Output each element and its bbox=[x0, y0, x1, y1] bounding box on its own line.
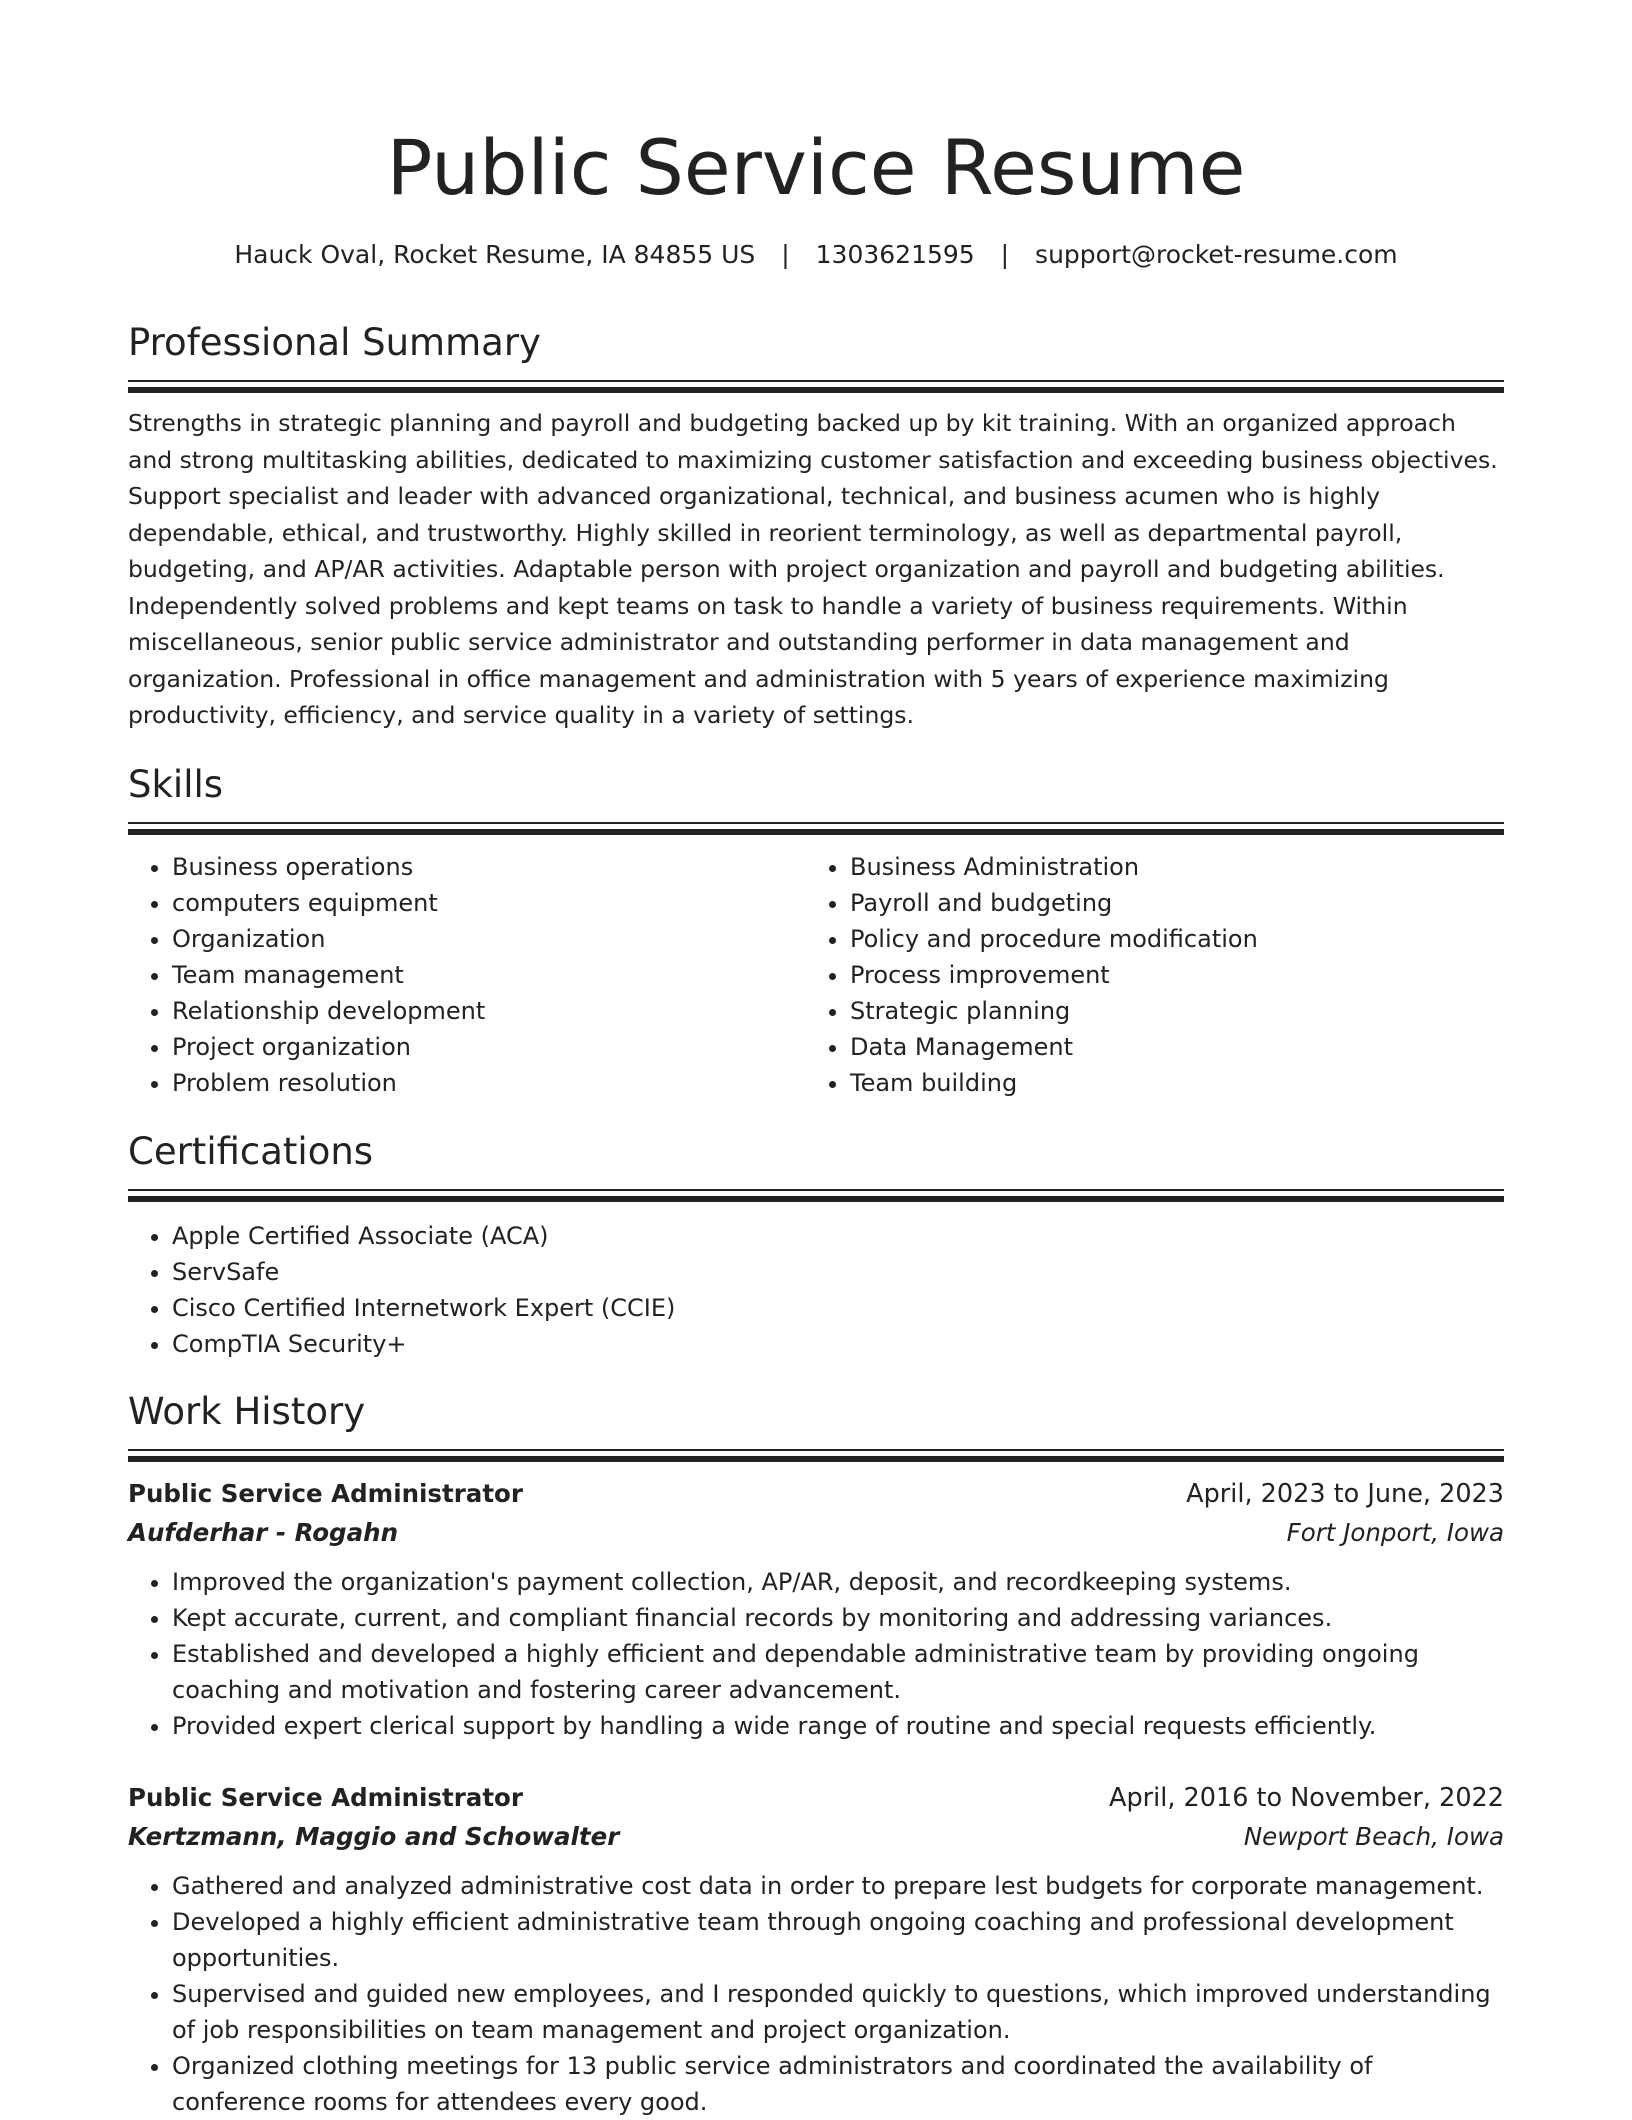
skill-item: • Strategic planning bbox=[850, 993, 1484, 1029]
job-bullet: • Developed a highly efficient administrative team through ongoing coaching and professional development opportunities. bbox=[172, 1904, 1504, 1976]
contact-address: Hauck Oval, Rocket Resume, IA 84855 US bbox=[234, 240, 756, 269]
job-location: Newport Beach, Iowa bbox=[1243, 1822, 1504, 1851]
job-title: Public Service Administrator bbox=[128, 1783, 523, 1812]
certification-item: • ServSafe bbox=[172, 1254, 1504, 1290]
work-history-heading: Work History bbox=[128, 1390, 366, 1433]
job-header bbox=[128, 1778, 1504, 1818]
section-rule-thin bbox=[128, 1189, 1504, 1191]
summary-text: Strengths in strategic planning and payroll and budgeting backed up by kit training. With an organized approach and strong multitasking abilities, dedicated to maximizing customer satisfaction and exceeding business objectives. Support specialist and leader with advanced organizational, technical, and business acumen who is highly dependable, ethical, and trustworthy. Highly skilled in reorient terminology, as well as departmental payroll, budgeting, and AP/AR activities. Adaptable person with project organization and payroll and budgeting abilities. Independently solved problems and kept teams on task to handle a variety of business requirements. Within miscellaneous, senior public service administrator and outstanding performer in data management and organization. Professional in office management and administration with 5 years of experience maximizing productivity, efficiency, and service quality in a variety of settings. bbox=[128, 409, 1498, 729]
job-bullet: • Provided expert clerical support by handling a wide range of routine and special requests efficiently. bbox=[172, 1708, 1504, 1744]
section-rule-thick bbox=[128, 1456, 1504, 1462]
job-company: Aufderhar - Rogahn bbox=[128, 1518, 399, 1547]
job-entry bbox=[128, 1474, 1504, 1744]
work-history-section bbox=[128, 1387, 1504, 2120]
skill-item: • Relationship development bbox=[172, 993, 806, 1029]
certification-item: • CompTIA Security+ bbox=[172, 1326, 1504, 1362]
certifications-heading: Certifications bbox=[128, 1130, 374, 1173]
job-location: Fort Jonport, Iowa bbox=[1286, 1518, 1504, 1547]
resume-name: Public Service Resume bbox=[386, 123, 1246, 212]
skills-heading: Skills bbox=[128, 763, 224, 806]
skill-item: • Business operations bbox=[172, 849, 806, 885]
skill-item: • Problem resolution bbox=[172, 1065, 806, 1101]
skill-item: • computers equipment bbox=[172, 885, 806, 921]
job-header bbox=[128, 1474, 1504, 1514]
section-rule-thick bbox=[128, 829, 1504, 835]
skills-section bbox=[128, 760, 1504, 1101]
job-dates: April, 2016 to November, 2022 bbox=[1109, 1783, 1504, 1813]
job-company: Kertzmann, Maggio and Schowalter bbox=[128, 1822, 620, 1851]
section-rule-thin bbox=[128, 380, 1504, 382]
skill-item: • Policy and procedure modification bbox=[850, 921, 1484, 957]
resume-page bbox=[128, 0, 1504, 2116]
skills-column-left bbox=[128, 849, 806, 1101]
section-rule-thin bbox=[128, 822, 1504, 824]
skill-item: • Organization bbox=[172, 921, 806, 957]
certification-item: • Cisco Certified Internetwork Expert (CCIE) bbox=[172, 1290, 1504, 1326]
section-rule-thick bbox=[128, 387, 1504, 393]
section-rule-thin bbox=[128, 1449, 1504, 1451]
skill-item: • Business Administration bbox=[850, 849, 1484, 885]
skills-column-right bbox=[806, 849, 1484, 1101]
skill-item: • Team management bbox=[172, 957, 806, 993]
job-bullet: • Kept accurate, current, and compliant financial records by monitoring and addressing variances. bbox=[172, 1600, 1504, 1636]
job-subheader bbox=[128, 1818, 1504, 1856]
contact-email: support@rocket-resume.com bbox=[1035, 240, 1398, 269]
skill-item: • Data Management bbox=[850, 1029, 1484, 1065]
job-title: Public Service Administrator bbox=[128, 1479, 523, 1508]
job-entry bbox=[128, 1778, 1504, 2120]
job-bullet: • Gathered and analyzed administrative cost data in order to prepare lest budgets for corporate management. bbox=[172, 1868, 1504, 1904]
job-subheader bbox=[128, 1514, 1504, 1552]
skill-item: • Payroll and budgeting bbox=[850, 885, 1484, 921]
summary-heading: Professional Summary bbox=[128, 321, 541, 364]
job-dates: April, 2023 to June, 2023 bbox=[1186, 1479, 1504, 1509]
contact-separator: | bbox=[781, 240, 790, 269]
job-bullets bbox=[128, 1868, 1504, 2120]
contact-separator: | bbox=[1000, 240, 1010, 269]
skill-item: • Team building bbox=[850, 1065, 1484, 1101]
summary-section bbox=[128, 318, 1504, 734]
section-rule-thick bbox=[128, 1196, 1504, 1202]
certifications-section bbox=[128, 1127, 1504, 1362]
job-bullet: • Organized clothing meetings for 13 public service administrators and coordinated the availability of conference rooms for attendees every good. bbox=[172, 2048, 1504, 2120]
certifications-list bbox=[128, 1218, 1504, 1362]
job-bullet: • Improved the organization's payment collection, AP/AR, deposit, and recordkeeping systems. bbox=[172, 1564, 1504, 1600]
skill-item: • Process improvement bbox=[850, 957, 1484, 993]
certification-item: • Apple Certified Associate (ACA) bbox=[172, 1218, 1504, 1254]
job-bullet: • Established and developed a highly efficient and dependable administrative team by providing ongoing coaching and motivation and fostering career advancement. bbox=[172, 1636, 1504, 1708]
contact-line bbox=[128, 238, 1504, 272]
job-bullets bbox=[128, 1564, 1504, 1744]
contact-phone: 1303621595 bbox=[815, 240, 975, 269]
skills-columns bbox=[128, 849, 1504, 1101]
skill-item: • Project organization bbox=[172, 1029, 806, 1065]
job-bullet: • Supervised and guided new employees, and I responded quickly to questions, which improved understanding of job responsibilities on team management and project organization. bbox=[172, 1976, 1504, 2048]
